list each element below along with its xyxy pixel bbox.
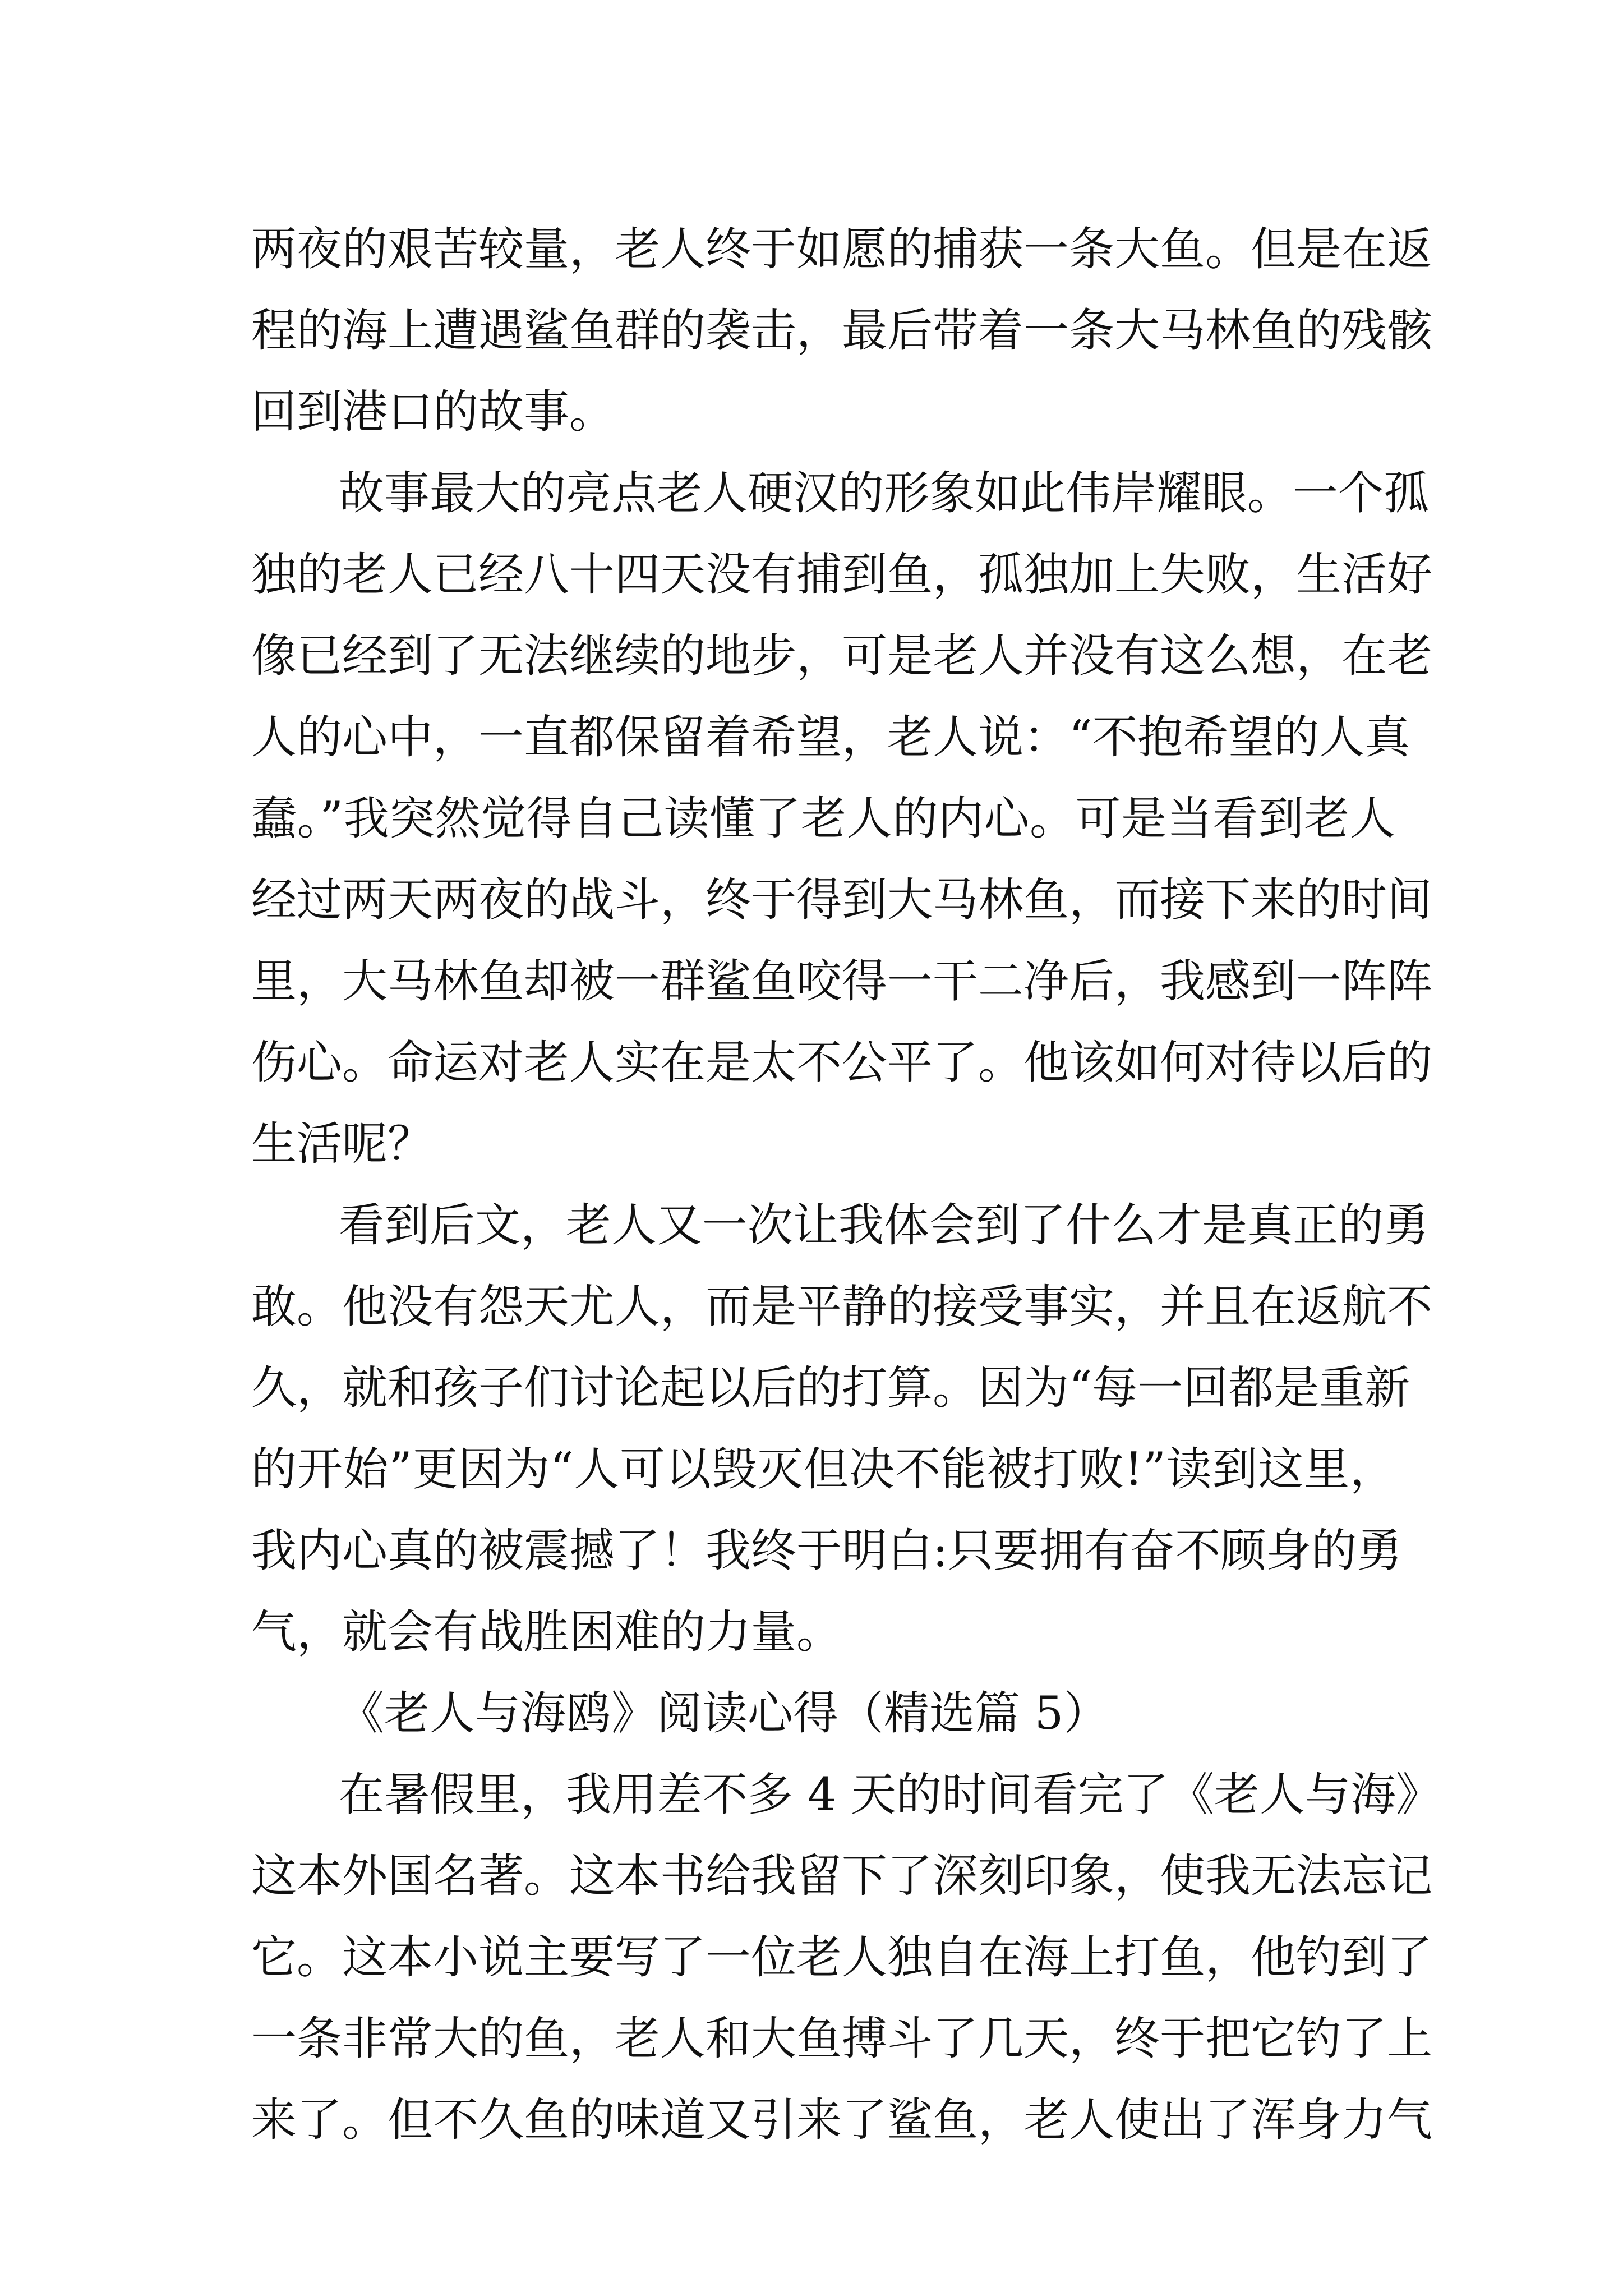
text-line: 人的心中，一直都保留着希望，老人说：“不抱希望的人真 xyxy=(251,711,1410,764)
text-line: 伤心。命运对老人实在是太不公平了。他该如何对待以后的 xyxy=(251,1037,1433,1089)
text-line: 里，大马林鱼却被一群鲨鱼咬得一干二净后，我感到一阵阵 xyxy=(251,955,1433,1008)
text-line: 生活呢？ xyxy=(251,1118,434,1171)
text-line: 像已经到了无法继续的地步，可是老人并没有这么想，在老 xyxy=(251,630,1433,683)
text-line: 蠢。”我突然觉得自己读懂了老人的内心。可是当看到老人 xyxy=(251,793,1395,845)
text-line: 久，就和孩子们讨论起以后的打算。因为“每一回都是重新 xyxy=(251,1362,1410,1415)
text-line: 在暑假里，我用差不多 4 天的时间看完了《老人与海》 xyxy=(339,1769,1442,1821)
text-line: 它。这本小说主要写了一位老人独自在海上打鱼，他钓到了 xyxy=(251,1931,1433,1984)
text-line: 来了。但不久鱼的味道又引来了鲨鱼，老人使出了浑身力气 xyxy=(251,2094,1433,2147)
text-line: 的开始”更因为“人可以毁灭但决不能被打败!”读到这里， xyxy=(251,1443,1395,1496)
text-line: 敢。他没有怨天尤人，而是平静的接受事实，并且在返航不 xyxy=(251,1281,1433,1333)
text-line: 看到后文，老人又一次让我体会到了什么才是真正的勇 xyxy=(339,1199,1430,1252)
text-line: 气，就会有战胜困难的力量。 xyxy=(251,1606,842,1659)
text-line: 程的海上遭遇鲨鱼群的袭击，最后带着一条大马林鱼的残骸 xyxy=(251,305,1433,357)
text-line: 故事最大的亮点老人硬汉的形象如此伟岸耀眼。一个孤 xyxy=(339,467,1430,520)
text-line: 经过两天两夜的战斗，终于得到大马林鱼，而接下来的时间 xyxy=(251,874,1433,927)
text-line: 这本外国名著。这本书给我留下了深刻印象，使我无法忘记 xyxy=(251,1850,1433,1903)
text-line: 我内心真的被震撼了！我终于明白:只要拥有奋不顾身的勇 xyxy=(251,1525,1403,1577)
text-line: 一条非常大的鱼，老人和大鱼搏斗了几天，终于把它钓了上 xyxy=(251,2013,1433,2065)
text-line: 两夜的艰苦较量，老人终于如愿的捕获一条大鱼。但是在返 xyxy=(251,223,1433,276)
text-line: 独的老人已经八十四天没有捕到鱼，孤独加上失败，生活好 xyxy=(251,549,1433,601)
text-line: 回到港口的故事。 xyxy=(251,386,615,439)
section-heading: 《老人与海鸥》阅读心得（精选篇 5） xyxy=(339,1687,1109,1740)
